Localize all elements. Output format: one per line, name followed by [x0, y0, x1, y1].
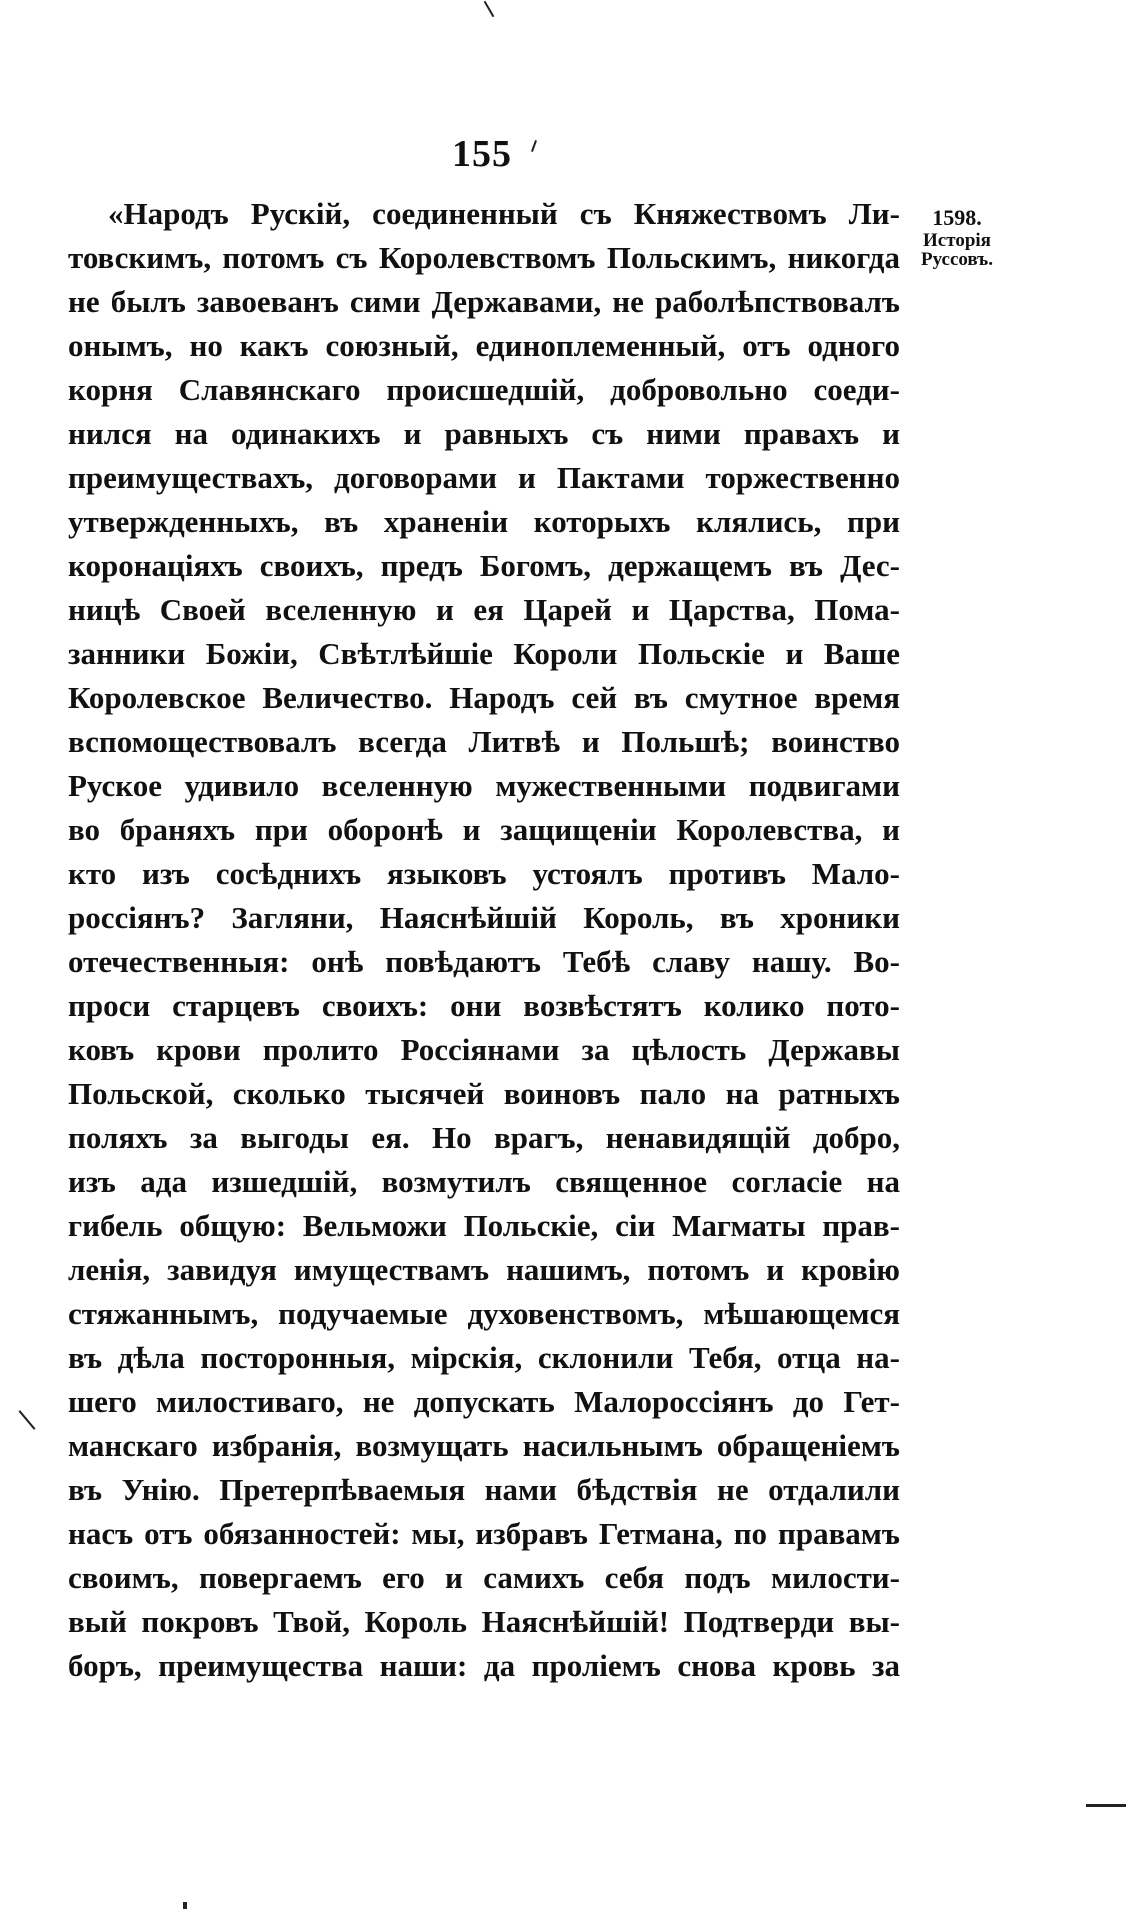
text-line: во браняхъ при оборонѣ и защищеніи Королевства, и: [68, 812, 900, 847]
margin-title-line-1: Исторія: [923, 230, 991, 251]
text-line: насъ отъ обязанностей: мы, избравъ Гетмана, по правамъ: [68, 1516, 900, 1551]
stray-dash-right-margin: [1086, 1804, 1126, 1807]
text-line: онымъ, но какъ союзный, единоплеменный, отъ одного: [68, 328, 900, 363]
margin-year: 1598.: [932, 205, 982, 230]
body-text: [68, 192, 900, 1688]
text-line: своимъ, повергаемъ его и самихъ себя подъ милости-: [68, 1560, 900, 1595]
text-line: занники Божіи, Свѣтлѣйшіе Короли Польскіе и Ваше: [68, 636, 900, 671]
stray-mark-left-margin: [19, 1410, 36, 1430]
text-line: въ Унію. Претерпѣваемыя нами бѣдствія не отдалили: [68, 1472, 900, 1507]
text-line: поляхъ за выгоды ея. Но врагъ, ненавидящій добро,: [68, 1120, 900, 1155]
text-line: изъ ада изшедшій, возмутилъ священное согласіе на: [68, 1164, 900, 1199]
text-line: манскаго избранія, возмущать насильнымъ обращеніемъ: [68, 1428, 900, 1463]
stray-dot-bottom: [183, 1902, 187, 1909]
text-line: ковъ крови пролито Россіянами за цѣлость Державы: [68, 1032, 900, 1067]
margin-note: [902, 205, 1012, 270]
text-line: нился на одинакихъ и равныхъ съ ними правахъ и: [68, 416, 900, 451]
text-line: въ дѣла посторонныя, мірскія, склонили Тебя, отца на-: [68, 1340, 900, 1375]
text-line: гибель общую: Вельможи Польскіе, сіи Магматы прав-: [68, 1208, 900, 1243]
text-line: вый покровъ Твой, Король Наяснѣйшій! Подтверди вы-: [68, 1604, 900, 1639]
text-line: вспомоществовалъ всегда Литвѣ и Польшѣ; воинство: [68, 724, 900, 759]
text-line: кто изъ сосѣднихъ языковъ устоялъ противъ Мало-: [68, 856, 900, 891]
text-line: шего милостиваго, не допускать Малороссіянъ до Гет-: [68, 1384, 900, 1419]
text-line: боръ, преимущества наши: да проліемъ снова кровь за: [68, 1648, 900, 1683]
text-line: утвержденныхъ, въ храненіи которыхъ клялись, при: [68, 504, 900, 539]
margin-title-line-2: Руссовъ.: [920, 249, 994, 270]
text-line: преимуществахъ, договорами и Пактами торжественно: [68, 460, 900, 495]
text-line: товскимъ, потомъ съ Королевствомъ Польскимъ, никогда: [68, 240, 900, 275]
text-line: Руское удивило вселенную мужественными подвигами: [68, 768, 900, 803]
text-line: отечественныя: онѣ повѣдаютъ Тебѣ славу нашу. Во-: [68, 944, 900, 979]
stray-mark-top: [484, 1, 495, 18]
stray-mark-page-number: [531, 140, 537, 152]
text-line: стяжаннымъ, подучаемые духовенствомъ, мѣшающемся: [68, 1296, 900, 1331]
text-line: Польской, сколько тысячей воиновъ пало на ратныхъ: [68, 1076, 900, 1111]
page-number: 155: [452, 133, 512, 175]
text-line: «Народъ Рускій, соединенный съ Княжествомъ Ли-: [108, 196, 900, 231]
text-line: ницѣ Своей вселенную и ея Царей и Царства, Пома-: [68, 592, 900, 627]
text-line: Королевское Величество. Народъ сей въ смутное время: [68, 680, 900, 715]
text-line: корня Славянскаго происшедшій, добровольно соеди-: [68, 372, 900, 407]
text-line: ленія, завидуя имуществамъ нашимъ, потомъ и кровію: [68, 1252, 900, 1287]
text-line: не былъ завоеванъ сими Державами, не рабол​ѣпствовалъ: [68, 284, 900, 319]
text-line: проси старцевъ своихъ: они возвѣстятъ колико пото-: [68, 988, 900, 1023]
text-line: коронаціяхъ своихъ, предъ Богомъ, держащемъ въ Дес-: [68, 548, 900, 583]
text-line: россіянъ? Загляни, Наяснѣйшій Король, въ хроники: [68, 900, 900, 935]
